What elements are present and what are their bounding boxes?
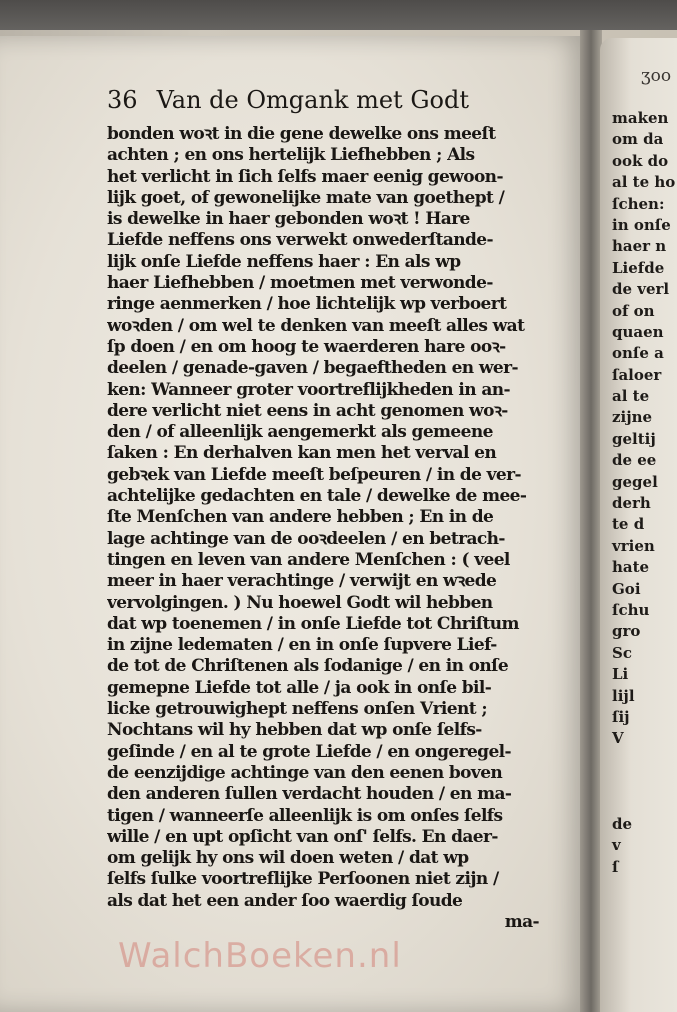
right-text-line — [612, 750, 675, 771]
text-line: ken: Wanneer groter voortreflijkheden in an- — [107, 379, 510, 400]
right-text-line: ſij — [612, 707, 630, 726]
text-line: haer Liefhebben / moetmen met verwonde- — [107, 273, 493, 294]
right-text-line: Li — [612, 665, 629, 684]
text-line: geſinde / en al te grote Liefde / en ongeregel- — [107, 741, 511, 762]
text-line: lage achtinge van de ooꝛdeelen / en betrach- — [107, 528, 505, 549]
right-text-line: quaen — [612, 322, 664, 341]
right-text-line: al te — [612, 387, 650, 406]
text-line: achtelijke gedachten en tale / dewelke de mee- — [107, 486, 527, 507]
body-text — [107, 124, 539, 933]
text-line: ſelfs ſulke voortreflijke Perſoonen niet zijn / — [107, 869, 499, 890]
right-text-line: in onſe — [612, 215, 671, 234]
right-text-line: ook do — [612, 151, 669, 170]
text-line: woꝛden / om wel te denken van meeſt alles wat — [107, 315, 525, 336]
page-number: 36 — [107, 86, 138, 114]
right-text-line: ſchen: — [612, 194, 665, 213]
book-gutter — [580, 30, 602, 1012]
running-title: Van de Omgank met Godt — [156, 86, 469, 114]
text-line: ringe aenmerken / hoe lichtelijk wp verboert — [107, 294, 507, 315]
watermark: WalchBoeken.nl — [118, 936, 402, 976]
text-line: tigen / wanneerſe alleenlijk is om onſes ſelfs — [107, 805, 503, 826]
right-text-line: v — [612, 836, 621, 855]
text-line: vervolgingen. ) Nu hoewel Godt wil hebben — [107, 592, 493, 613]
text-line: licke getrouwighept neffens onſen Vrient ; — [107, 699, 488, 720]
right-text-line: gegel — [612, 472, 658, 491]
right-text-line: V — [612, 729, 624, 748]
text-line: als dat het een ander ſoo waerdig ſoude — [107, 890, 463, 911]
text-line: gebꝛek van Liefde meeſt beſpeuren / in de ver- — [107, 464, 521, 485]
right-text-line: lijl — [612, 686, 635, 705]
right-text-line: hate — [612, 558, 650, 577]
text-line: in zijne ledematen / en in onſe ſupvere Lief- — [107, 635, 497, 656]
text-line: den anderen ſullen verdacht houden / en ma- — [107, 784, 512, 805]
text-line: ſaken : En derhalven kan men het verval en — [107, 443, 497, 464]
text-line: ſp doen / en om hoog te waerderen hare ooꝛ- — [107, 336, 506, 357]
page-header — [107, 86, 547, 126]
text-line: om gelijk hy ons wil doen weten / dat wp — [107, 848, 469, 869]
right-text-line — [612, 793, 675, 814]
text-line: de tot de Chriſtenen als ſodanige / en in onſe — [107, 656, 509, 677]
right-text-line — [612, 771, 675, 792]
right-text-line: Goi — [612, 579, 641, 598]
right-text-line: om da — [612, 130, 664, 149]
text-line: ſte Menſchen van andere hebben ; En in de — [107, 507, 494, 528]
right-text-line: ſ — [612, 857, 619, 876]
right-text-line: Sc — [612, 643, 632, 662]
text-line: Nochtans wil hy hebben dat wp onſe ſelfs- — [107, 720, 482, 741]
right-text-line: derh — [612, 494, 651, 513]
text-line: dere verlicht niet eens in acht genomen woꝛ- — [107, 400, 508, 421]
right-text-line: al te ho — [612, 173, 676, 192]
right-text-line: of on — [612, 301, 655, 320]
right-text-line: de ee — [612, 451, 657, 470]
right-text-line: Liefde — [612, 258, 665, 277]
right-text-line: te d — [612, 515, 645, 534]
text-line: ma- — [504, 911, 539, 932]
text-line: dat wp toenemen / in onſe Liefde tot Chriſtum — [107, 613, 519, 634]
text-line: lijk goet, of gewonelijke mate van goethept / — [107, 187, 505, 208]
right-text-line: onſe a — [612, 344, 664, 363]
right-text-line: maken — [612, 109, 669, 127]
right-text-line: zijne — [612, 408, 653, 427]
text-line: gemepne Liefde tot alle / ja ook in onſe bil- — [107, 677, 492, 698]
right-text-line: haer n — [612, 237, 667, 256]
text-line: meer in haer verachtinge / verwijt en wꝛede — [107, 571, 497, 592]
right-text-line: geltij — [612, 429, 656, 448]
text-line: is dewelke in haer gebonden woꝛt ! Hare — [107, 209, 470, 230]
right-page-header: ʒoo — [641, 66, 672, 86]
right-text-line: de verl — [612, 280, 670, 299]
text-line: Liefde neffens ons verwekt onwederſtande- — [107, 230, 493, 251]
text-line: het verlicht in ſich ſelfs maer eenig gewoon- — [107, 166, 503, 187]
text-line: achten ; en ons hertelijk Liefhebben ; Als — [107, 145, 475, 166]
right-text-line: gro — [612, 622, 641, 641]
text-line: deelen / genade-gaven / begaeftheden en wer- — [107, 358, 518, 379]
right-text-line: vrien — [612, 536, 655, 555]
text-line: bonden woꝛt in die gene dewelke ons meeſt — [107, 124, 496, 144]
right-text-line: ſaloer — [612, 365, 662, 384]
right-text-line: ſchu — [612, 600, 650, 619]
text-line: tingen en leven van andere Menſchen : ( veel — [107, 549, 510, 570]
text-line: den / of alleenlijk aengemerkt als gemeene — [107, 422, 493, 443]
right-text-line: de — [612, 814, 633, 833]
text-line: lijk onſe Liefde neffens haer : En als wp — [107, 251, 461, 272]
right-page-text — [612, 108, 675, 878]
text-line: wille / en upt opſicht van onſ' ſelfs. En daer- — [107, 826, 498, 847]
text-line: de eenzijdige achtinge van den eenen boven — [107, 762, 503, 783]
